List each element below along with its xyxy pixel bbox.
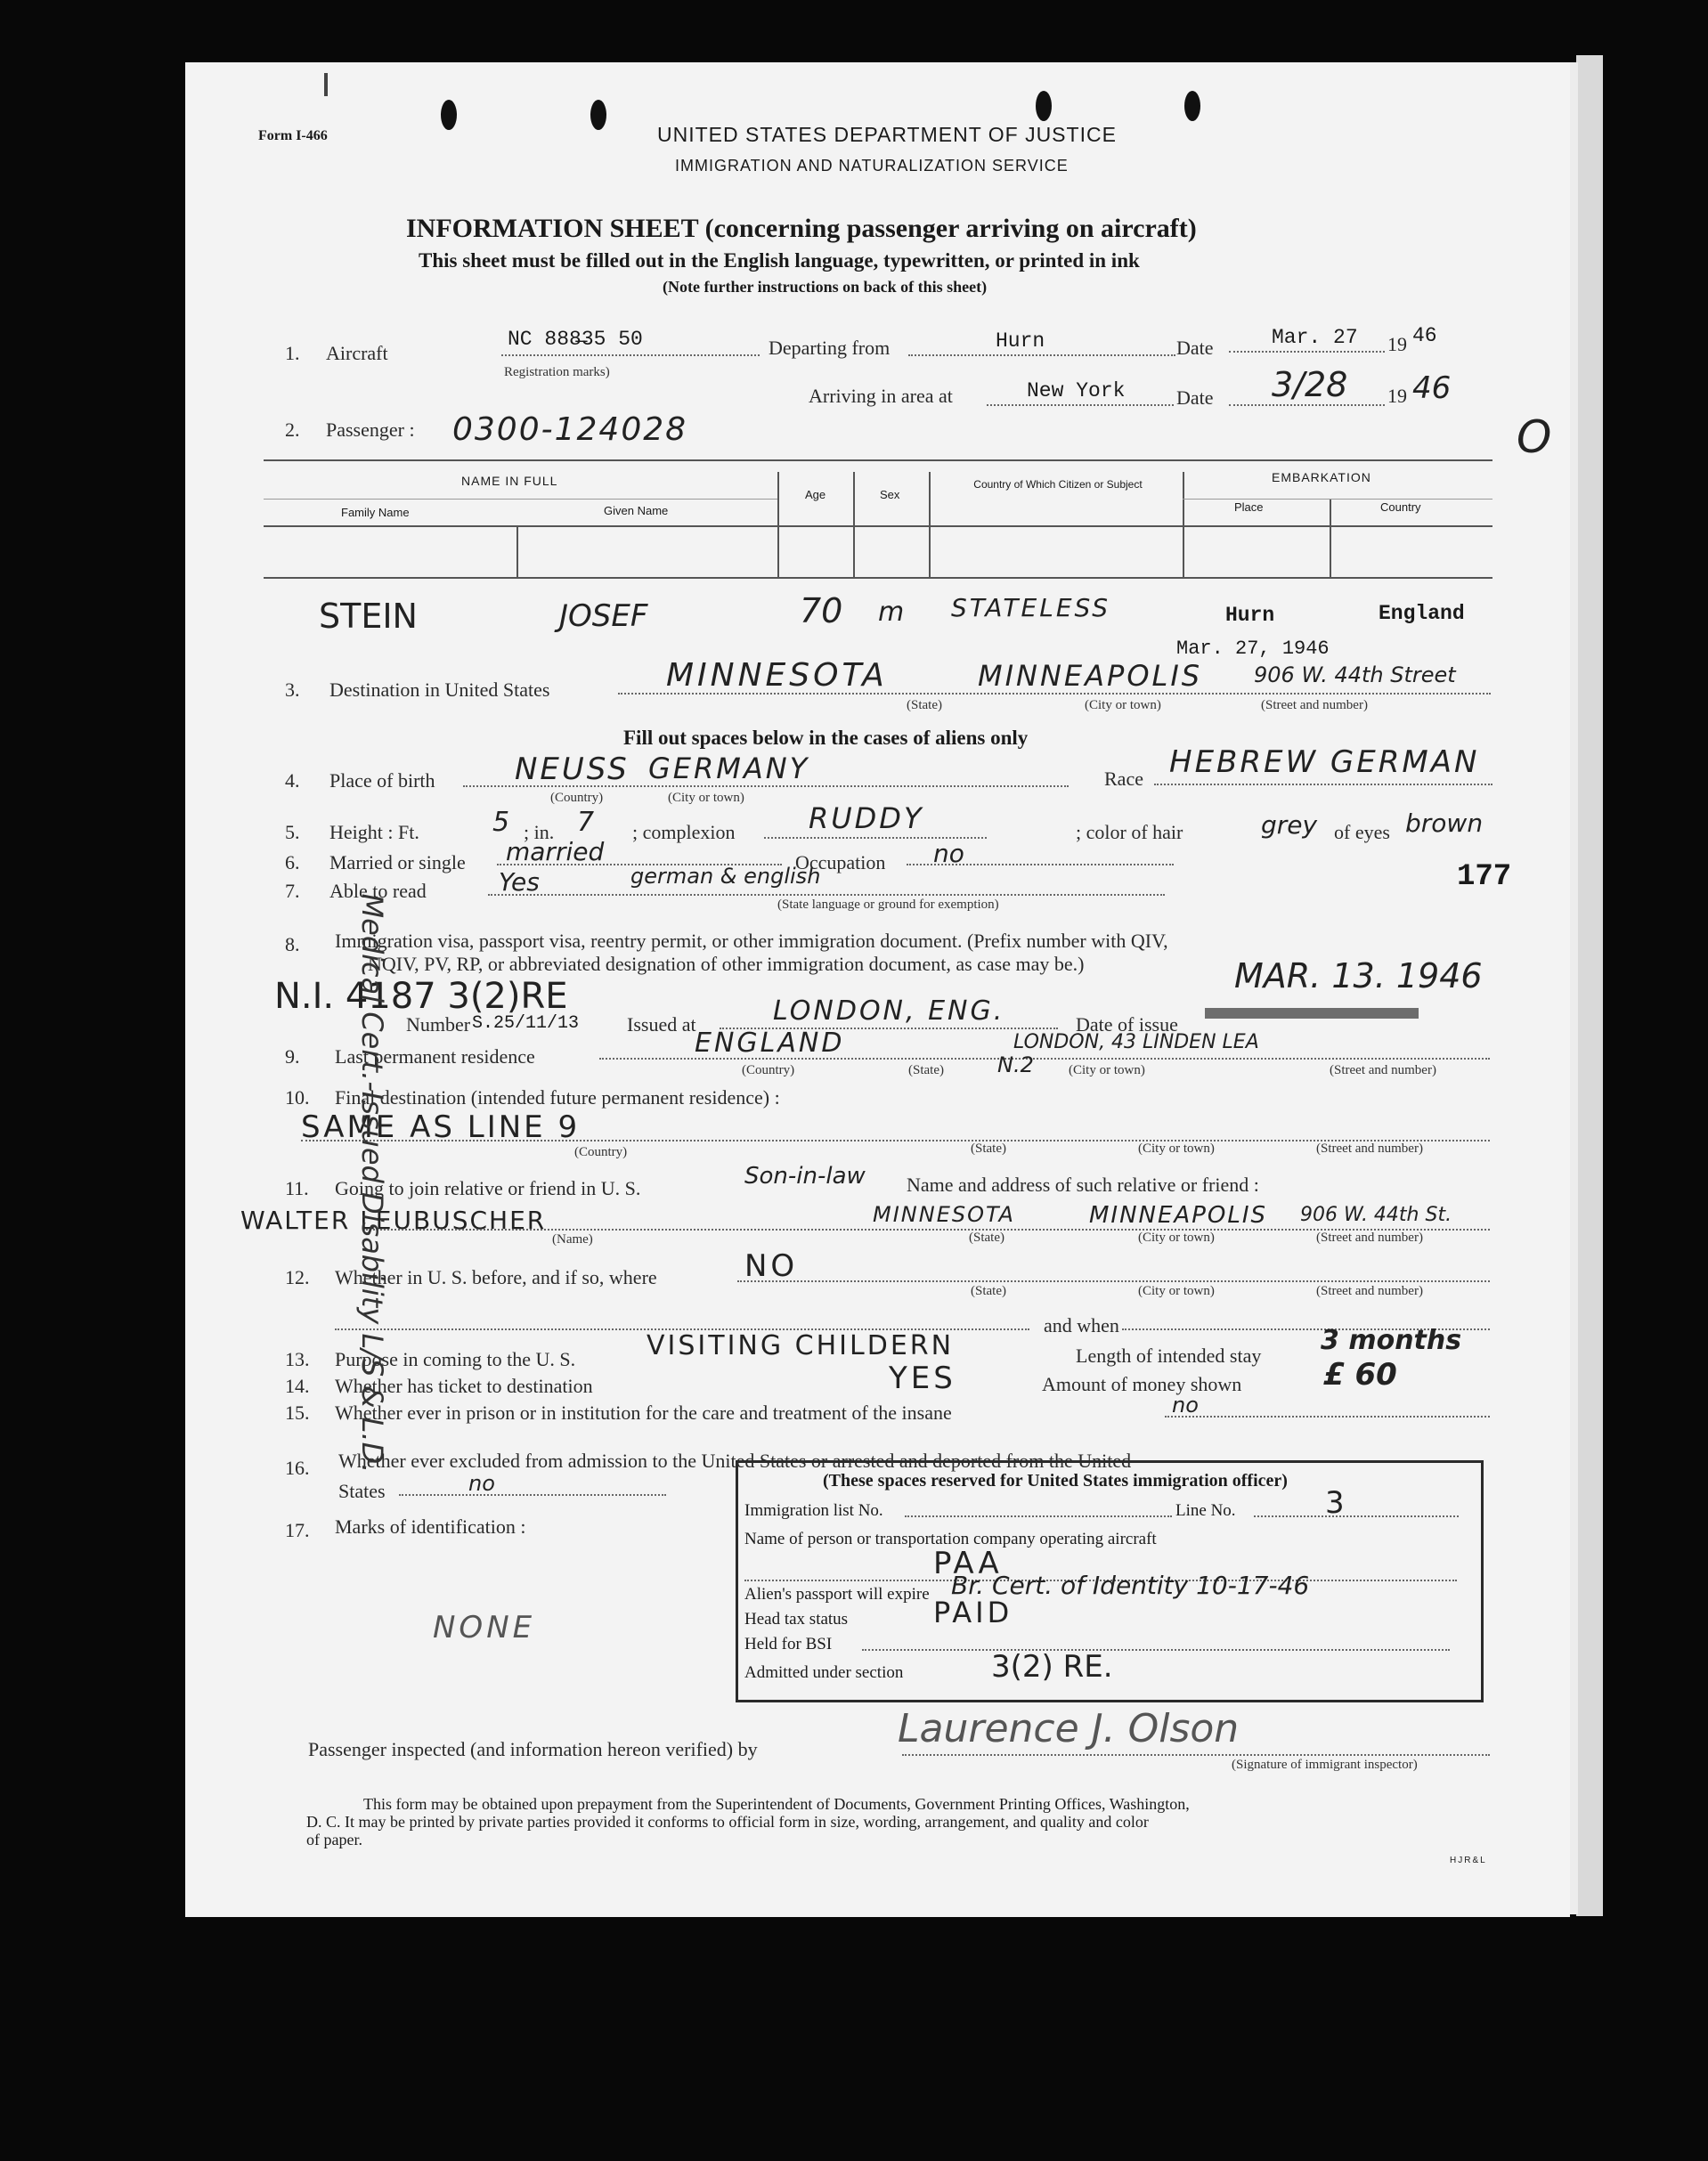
- stamp-number: 177: [1457, 860, 1512, 894]
- money-value: £ 60: [1323, 1357, 1397, 1393]
- identification-label: Marks of identification :: [335, 1515, 526, 1538]
- prison-value: no: [1172, 1393, 1199, 1418]
- row-number: 11.: [285, 1177, 309, 1199]
- passenger-label: Passenger :: [326, 418, 415, 441]
- prison-label: Whether ever in prison or in institution for the care and treatment of the insane: [335, 1401, 952, 1424]
- excluded-value: no: [468, 1471, 495, 1496]
- service-title: IMMIGRATION AND NATURALIZATION SERVICE: [675, 157, 1069, 175]
- line-number-value: 3: [1325, 1485, 1345, 1521]
- struck-out-date: [1205, 1008, 1419, 1019]
- caption: (City or town): [1138, 1284, 1215, 1298]
- identification-value: NONE: [433, 1610, 536, 1645]
- relative-name: WALTER LEUBUSCHER: [240, 1206, 547, 1235]
- caption: (Name): [552, 1232, 593, 1247]
- height-feet: 5: [492, 807, 510, 838]
- operator-label: Name of person or transportation company operating aircraft: [744, 1530, 1157, 1548]
- purpose-value: VISITING CHILDERN: [647, 1330, 955, 1361]
- residence-country: ENGLAND: [695, 1028, 845, 1059]
- row-number: 5.: [285, 821, 300, 843]
- residence-district: N.2: [997, 1052, 1034, 1077]
- sex-header: Sex: [880, 488, 900, 501]
- arrive-year: 46: [1412, 370, 1452, 406]
- caption: (City or town): [1138, 1231, 1215, 1245]
- marital-value: married: [506, 837, 605, 866]
- birthplace-label: Place of birth: [329, 769, 435, 792]
- caption: (City or town): [668, 791, 744, 805]
- caption: (City or town): [1085, 698, 1161, 712]
- caption: (City or town): [1138, 1141, 1215, 1156]
- admitted-section-value: 3(2) RE.: [991, 1649, 1113, 1685]
- footer-text: This form may be obtained upon prepayment from the Superintendent of Documents, Government Printing Offices, Washington,: [363, 1795, 1190, 1813]
- embark-country-value: England: [1379, 602, 1465, 625]
- binder-mark: [324, 73, 328, 96]
- passport-expire-label: Alien's passport will expire: [744, 1585, 930, 1604]
- departing-value: Hurn: [996, 329, 1045, 353]
- form-number: Form I-466: [258, 128, 328, 143]
- age-header: Age: [805, 488, 826, 501]
- occupation-value: no: [933, 839, 964, 868]
- row-number: 14.: [285, 1375, 310, 1397]
- citizen-header: Country of Which Citizen or Subject: [973, 478, 1143, 491]
- and-when-label: and when: [1044, 1314, 1119, 1336]
- row-number: 17.: [285, 1519, 310, 1541]
- date-label: Date: [1176, 386, 1214, 409]
- registration-caption: Registration marks): [504, 365, 610, 379]
- caption: (City or town): [1069, 1063, 1145, 1077]
- row-number: 15.: [285, 1401, 310, 1424]
- row-number: 10.: [285, 1086, 310, 1109]
- page-title: INFORMATION SHEET (concerning passenger arriving on aircraft): [406, 214, 1197, 243]
- citizen-value: STATELESS: [951, 593, 1111, 622]
- arriving-value: New York: [1027, 379, 1126, 402]
- row-number: 2.: [285, 418, 300, 441]
- row-number: 7.: [285, 880, 300, 902]
- destination-city: MINNEAPOLIS: [978, 659, 1203, 693]
- caption: (Street and number): [1261, 698, 1368, 712]
- passenger-number: 0300-124028: [452, 411, 688, 448]
- doc-number-value: N.I. 4187 3(2)RE: [274, 976, 568, 1017]
- residence-city: LONDON, 43 LINDEN LEA: [1013, 1031, 1259, 1053]
- destination-street: 906 W. 44th Street: [1254, 662, 1456, 687]
- departing-label: Departing from: [769, 337, 891, 359]
- sex-value: m: [878, 597, 905, 628]
- caption: (Country): [742, 1063, 795, 1077]
- money-label: Amount of money shown: [1042, 1373, 1242, 1395]
- previous-visit-label: Whether in U. S. before, and if so, where: [335, 1266, 657, 1288]
- name-header: NAME IN FULL: [461, 474, 558, 488]
- relative-address-label: Name and address of such relative or friend :: [907, 1174, 1259, 1196]
- operator-value: PAA: [933, 1546, 1003, 1581]
- depart-date-value: Mar. 27: [1272, 326, 1358, 349]
- caption: (State): [969, 1231, 1004, 1245]
- arriving-label: Arriving in area at: [809, 385, 953, 407]
- stay-label: Length of intended stay: [1076, 1345, 1262, 1367]
- residence-label: Last permanent residence: [335, 1045, 535, 1068]
- footer-text: of paper.: [306, 1831, 362, 1848]
- ticket-value: YES: [889, 1361, 956, 1396]
- caption: (State): [907, 698, 942, 712]
- caption: (Country): [550, 791, 604, 805]
- form-sheet: [185, 62, 1570, 1917]
- aliens-heading: Fill out spaces below in the cases of aliens only: [623, 727, 1029, 749]
- date-label: Date: [1176, 337, 1214, 359]
- note: (Note further instructions on back of this sheet): [663, 278, 988, 296]
- relation-value: Son-in-law: [744, 1163, 866, 1190]
- number-label: Number: [406, 1013, 471, 1036]
- footer-text: D. C. It may be printed by private parties provided it conforms to official form in size, wording, arrangement, and quality and color: [306, 1813, 1149, 1831]
- row-number: 3.: [285, 678, 300, 701]
- caption: (Country): [574, 1145, 628, 1159]
- caption: (State): [971, 1141, 1006, 1156]
- aircraft-label: Aircraft: [326, 342, 388, 364]
- embarkation-header: EMBARKATION: [1272, 470, 1371, 484]
- embark-date-value: Mar. 27, 1946: [1176, 638, 1330, 660]
- previous-visit-value: NO: [744, 1248, 799, 1284]
- year-prefix: 19: [1387, 333, 1407, 355]
- instructions: This sheet must be filled out in the English language, typewritten, or printed in ink: [419, 249, 1140, 272]
- margin-mark: O: [1517, 411, 1552, 463]
- eyes-label: of eyes: [1334, 821, 1390, 843]
- issued-label: Issued at: [627, 1013, 696, 1036]
- stay-value: 3 months: [1321, 1325, 1462, 1356]
- row-number: 16.: [285, 1457, 310, 1479]
- punch-hole: [441, 100, 457, 130]
- number-value: S.25/11/13: [472, 1013, 580, 1034]
- place-header: Place: [1234, 500, 1264, 514]
- caption: (Street and number): [1330, 1063, 1436, 1077]
- complexion-value: RUDDY: [809, 801, 924, 835]
- relative-street: 906 W. 44th St.: [1300, 1204, 1452, 1226]
- row-number: 8.: [285, 933, 300, 955]
- race-value: HEBREW GERMAN: [1169, 744, 1480, 780]
- inspector-signature: Laurence J. Olson: [898, 1706, 1240, 1751]
- purpose-label: Purpose in coming to the U. S.: [335, 1348, 576, 1370]
- caption: (State): [908, 1063, 944, 1077]
- punch-hole: [1184, 91, 1200, 121]
- height-label: Height : Ft.: [329, 821, 419, 843]
- family-name-header: Family Name: [341, 506, 410, 519]
- birth-country: GERMANY: [648, 751, 810, 785]
- margin-note: Medical Cert.-Issued Disability L/S & L.D.: [355, 893, 389, 1474]
- read-value: Yes: [499, 867, 540, 897]
- birth-city: NEUSS: [515, 751, 630, 787]
- eyes-value: brown: [1405, 808, 1484, 838]
- race-label: Race: [1104, 768, 1143, 790]
- final-dest-label: Final destination (intended future permanent residence) :: [335, 1086, 780, 1109]
- passport-expire-value: Br. Cert. of Identity 10-17-46: [951, 1571, 1310, 1600]
- destination-label: Destination in United States: [329, 678, 550, 701]
- relative-city: MINNEAPOLIS: [1089, 1202, 1268, 1229]
- relative-state: MINNESOTA: [873, 1202, 1015, 1227]
- immigration-doc-text: Immigration visa, passport visa, reentry permit, or other immigration document. (Prefix number with QIV,: [335, 930, 1168, 952]
- caption: (Street and number): [1316, 1231, 1423, 1245]
- age-value: 70: [800, 591, 843, 630]
- caption: (Street and number): [1316, 1141, 1423, 1156]
- excluded-label: Whether ever excluded from admission to the United States or arrested and deported from the United: [338, 1450, 1132, 1472]
- printer-code: HJR&L: [1450, 1856, 1487, 1865]
- read-label: Able to read: [329, 880, 427, 902]
- hair-label: ; color of hair: [1076, 821, 1183, 843]
- depart-year: 46: [1412, 324, 1437, 347]
- height-inches: 7: [577, 807, 595, 838]
- caption: (Signature of immigrant inspector): [1232, 1758, 1418, 1772]
- inspection-label: Passenger inspected (and information hereon verified) by: [308, 1738, 758, 1760]
- issue-date-label: Date of issue: [1076, 1013, 1178, 1036]
- row-number: 9.: [285, 1045, 300, 1068]
- admitted-section-label: Admitted under section: [744, 1663, 904, 1682]
- row-number: 12.: [285, 1266, 310, 1288]
- officer-box-title: (These spaces reserved for United States immigration officer): [823, 1471, 1288, 1491]
- row-number: 13.: [285, 1348, 310, 1370]
- bsi-label: Held for BSI: [744, 1635, 833, 1653]
- line-number-label: Line No.: [1175, 1501, 1236, 1520]
- issue-date-value: MAR. 13. 1946: [1234, 956, 1483, 995]
- read-language: german & english: [630, 864, 821, 889]
- given-name-header: Given Name: [604, 504, 669, 517]
- excluded-label: States: [338, 1480, 386, 1502]
- immigration-doc-text: NQIV, PV, RP, or abbreviated designation of other immigration document, as case may be.): [368, 953, 1085, 975]
- caption: (Street and number): [1316, 1284, 1423, 1298]
- department-title: UNITED STATES DEPARTMENT OF JUSTICE: [657, 123, 1117, 146]
- row-number: 1.: [285, 342, 300, 364]
- back-page-edge: [1576, 55, 1603, 1916]
- head-tax-value: PAID: [933, 1596, 1013, 1629]
- join-relative-label: Going to join relative or friend in U. S.: [335, 1177, 641, 1199]
- occupation-label: Occupation: [795, 851, 886, 873]
- row-number: 6.: [285, 851, 300, 873]
- destination-state: MINNESOTA: [666, 657, 888, 694]
- hair-value: grey: [1261, 810, 1318, 840]
- year-prefix: 19: [1387, 385, 1407, 407]
- given-name-value: JOSEF: [559, 598, 648, 634]
- family-name-value: STEIN: [319, 597, 418, 636]
- ticket-label: Whether has ticket to destination: [335, 1375, 593, 1397]
- embark-place-value: Hurn: [1225, 604, 1275, 627]
- row-number: 4.: [285, 769, 300, 792]
- arrive-date-value: 3/28: [1272, 365, 1348, 404]
- marital-label: Married or single: [329, 851, 466, 873]
- caption: (State language or ground for exemption): [777, 898, 999, 912]
- issued-value: LONDON, ENG.: [773, 995, 1005, 1027]
- country-header: Country: [1380, 500, 1421, 514]
- punch-hole: [1036, 91, 1052, 121]
- head-tax-label: Head tax status: [744, 1610, 849, 1629]
- aircraft-value: NC 888̶35 50: [508, 328, 643, 351]
- punch-hole: [590, 100, 606, 130]
- complexion-label: ; complexion: [632, 821, 736, 843]
- final-dest-value: SAME AS LINE 9: [301, 1109, 581, 1145]
- list-number-label: Immigration list No.: [744, 1501, 883, 1520]
- inches-label: ; in.: [524, 821, 555, 843]
- caption: (State): [971, 1284, 1006, 1298]
